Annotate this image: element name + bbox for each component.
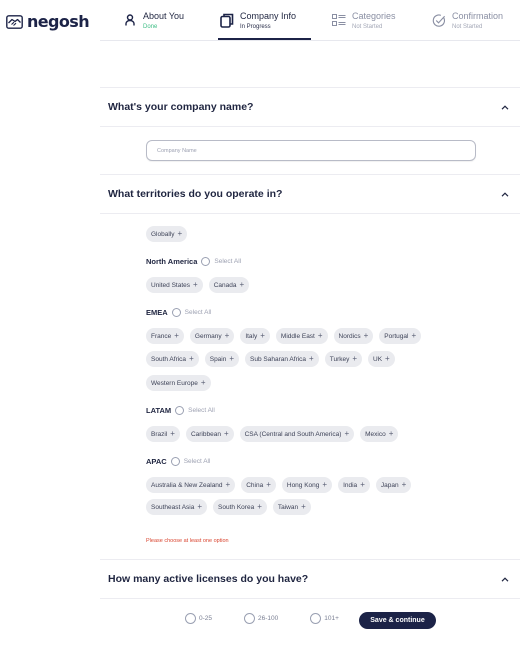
chevron-up-icon[interactable] (500, 189, 510, 199)
handshake-icon (6, 15, 23, 29)
territory-chip[interactable] (146, 499, 207, 515)
region-header-apac (146, 457, 210, 466)
license-radio[interactable] (310, 613, 321, 624)
license-option-0-25[interactable] (185, 613, 212, 624)
chip-label: Brazil (151, 430, 168, 438)
territory-chip[interactable] (190, 328, 234, 344)
license-radio[interactable] (244, 613, 255, 624)
plus-icon: + (385, 354, 390, 363)
territory-chip[interactable] (209, 277, 249, 293)
license-options (185, 613, 339, 624)
step-status: Not Started (452, 24, 483, 30)
region-header-north-america (146, 257, 241, 266)
territory-chip[interactable] (325, 351, 362, 367)
section-title: How many active licenses do you have? (108, 573, 309, 585)
step-status: Not Started (352, 24, 383, 30)
person-icon (123, 12, 137, 28)
company-name-input[interactable] (146, 140, 476, 161)
plus-icon: + (193, 280, 198, 289)
territory-chip[interactable] (205, 351, 239, 367)
region-name: LATAM (146, 406, 172, 415)
chip-label: Caribbean (190, 430, 221, 438)
chip-label: Mexico (365, 430, 386, 438)
plus-icon: + (177, 229, 183, 238)
territory-chip[interactable] (240, 328, 270, 344)
region-name: APAC (146, 457, 167, 466)
territory-chip[interactable] (146, 477, 235, 493)
territory-chip[interactable] (146, 426, 180, 442)
step-label: Company Info (240, 11, 297, 21)
chip-row (146, 477, 411, 493)
license-option-101-plus[interactable] (310, 613, 339, 624)
chip-label: Portugal (384, 332, 409, 340)
territory-chip[interactable] (334, 328, 374, 344)
chip-label: CSA (Central and South America) (244, 430, 342, 438)
chip-label: South Africa (151, 355, 187, 363)
step-categories[interactable] (332, 11, 396, 40)
license-label: 26-100 (258, 615, 279, 622)
chip-label: UK (373, 355, 383, 363)
plus-icon: + (401, 480, 407, 489)
plus-icon: + (301, 502, 306, 511)
territory-chip[interactable] (241, 477, 276, 493)
chip-row (146, 351, 395, 367)
plus-icon: + (224, 331, 230, 340)
select-all-radio[interactable] (201, 257, 210, 266)
chip-label: United States (151, 281, 191, 289)
plus-icon: + (360, 480, 365, 489)
territory-chip[interactable] (376, 477, 411, 493)
plus-icon: + (363, 331, 369, 340)
progress-steps (105, 0, 518, 40)
chip-label: Japan (380, 481, 399, 489)
territory-chip[interactable] (368, 351, 395, 367)
plus-icon: + (174, 331, 179, 340)
plus-icon: + (352, 354, 358, 363)
plus-icon: + (225, 480, 231, 489)
header-divider (100, 40, 520, 41)
step-label: About You (143, 11, 185, 21)
plus-icon: + (223, 429, 229, 438)
select-all-label[interactable]: Select All (188, 407, 215, 414)
step-label: Categories (352, 11, 396, 21)
territory-chip[interactable] (360, 426, 398, 442)
chip-label: Sub Saharan Africa (250, 355, 307, 363)
territory-chip[interactable] (379, 328, 421, 344)
territory-chip[interactable] (276, 328, 328, 344)
plus-icon: + (344, 429, 350, 438)
step-label: Confirmation (452, 11, 504, 21)
brand-logo[interactable] (6, 12, 89, 31)
chip-row (146, 375, 211, 391)
plus-icon: + (309, 354, 314, 363)
territory-chip[interactable] (213, 499, 267, 515)
plus-icon: + (266, 480, 271, 489)
chip-row (146, 277, 249, 293)
territory-chip[interactable] (338, 477, 370, 493)
territory-chip[interactable] (245, 351, 319, 367)
license-label: 0-25 (199, 615, 213, 622)
select-all-label[interactable]: Select All (184, 309, 212, 316)
brand-name: negosh (27, 12, 90, 31)
chevron-up-icon[interactable] (500, 102, 510, 112)
chip-label: Globally (151, 230, 175, 238)
territory-chip[interactable] (146, 277, 203, 293)
plus-icon: + (189, 354, 194, 363)
select-all-radio[interactable] (171, 457, 180, 466)
licenses-section-header[interactable] (100, 559, 520, 599)
chip-label: Italy (245, 332, 258, 340)
plus-icon: + (257, 502, 262, 511)
plus-icon: + (197, 502, 203, 511)
chip-label: India (343, 481, 358, 489)
chip-label: Spain (209, 355, 227, 363)
chip-label: China (246, 481, 264, 489)
plus-icon: + (200, 378, 206, 387)
territory-chip[interactable] (146, 351, 199, 367)
chip-row (146, 328, 421, 344)
chip-label: Taiwan (277, 503, 299, 511)
step-status: In Progress (240, 24, 271, 30)
chip-label: Canada (213, 281, 237, 289)
license-radio[interactable] (185, 613, 196, 624)
step-status: Done (143, 24, 158, 30)
territory-chip[interactable] (146, 226, 187, 242)
list-icon (332, 12, 346, 28)
section-title: What's your company name? (108, 101, 254, 113)
territory-chip[interactable] (146, 375, 211, 391)
chip-label: Turkey (329, 355, 350, 363)
plus-icon: + (388, 429, 394, 438)
plus-icon: + (322, 480, 328, 489)
plus-icon: + (411, 331, 417, 340)
chip-label: France (151, 332, 172, 340)
chip-label: Germany (194, 332, 222, 340)
territory-chip[interactable] (240, 426, 355, 442)
territories-section-header[interactable] (100, 174, 520, 214)
chip-label: Australia & New Zealand (151, 481, 223, 489)
chip-label: Western Europe (151, 379, 198, 387)
chevron-up-icon[interactable] (500, 574, 510, 584)
chip-label: Hong Kong (286, 481, 320, 489)
plus-icon: + (260, 331, 265, 340)
select-all-radio[interactable] (175, 406, 184, 415)
chip-label: Southeast Asia (151, 503, 195, 511)
plus-icon: + (317, 331, 323, 340)
step-about-you[interactable] (123, 11, 184, 40)
select-all-label[interactable]: Select All (214, 258, 242, 265)
plus-icon: + (229, 354, 235, 363)
step-company-info[interactable] (220, 11, 296, 40)
chip-label: Nordics (338, 332, 361, 340)
document-icon (220, 12, 234, 28)
chip-row (146, 426, 398, 442)
select-all-label[interactable]: Select All (183, 458, 211, 465)
territory-chip[interactable] (146, 328, 184, 344)
save-continue-button[interactable]: Save & continue (359, 612, 436, 629)
territory-chip[interactable] (273, 499, 311, 515)
plus-icon: + (170, 429, 175, 438)
license-option-26-100[interactable] (244, 613, 278, 624)
territory-chip[interactable] (186, 426, 234, 442)
plus-icon: + (239, 280, 245, 289)
global-chip-row (146, 226, 187, 242)
region-header-emea (146, 308, 211, 317)
territories-error-message: Please choose at least one option (146, 538, 229, 544)
region-name: EMEA (146, 308, 168, 317)
chip-label: South Korea (218, 503, 255, 511)
check-circle-icon (432, 12, 446, 28)
region-name: North America (146, 257, 198, 266)
license-label: 101+ (324, 615, 339, 622)
select-all-radio[interactable] (172, 308, 181, 317)
region-header-latam (146, 406, 215, 415)
step-confirmation[interactable] (432, 11, 503, 40)
company-name-section-header[interactable] (100, 87, 520, 127)
territory-chip[interactable] (282, 477, 332, 493)
chip-label: Middle East (280, 332, 315, 340)
chip-row (146, 499, 311, 515)
section-title: What territories do you operate in? (108, 188, 283, 200)
